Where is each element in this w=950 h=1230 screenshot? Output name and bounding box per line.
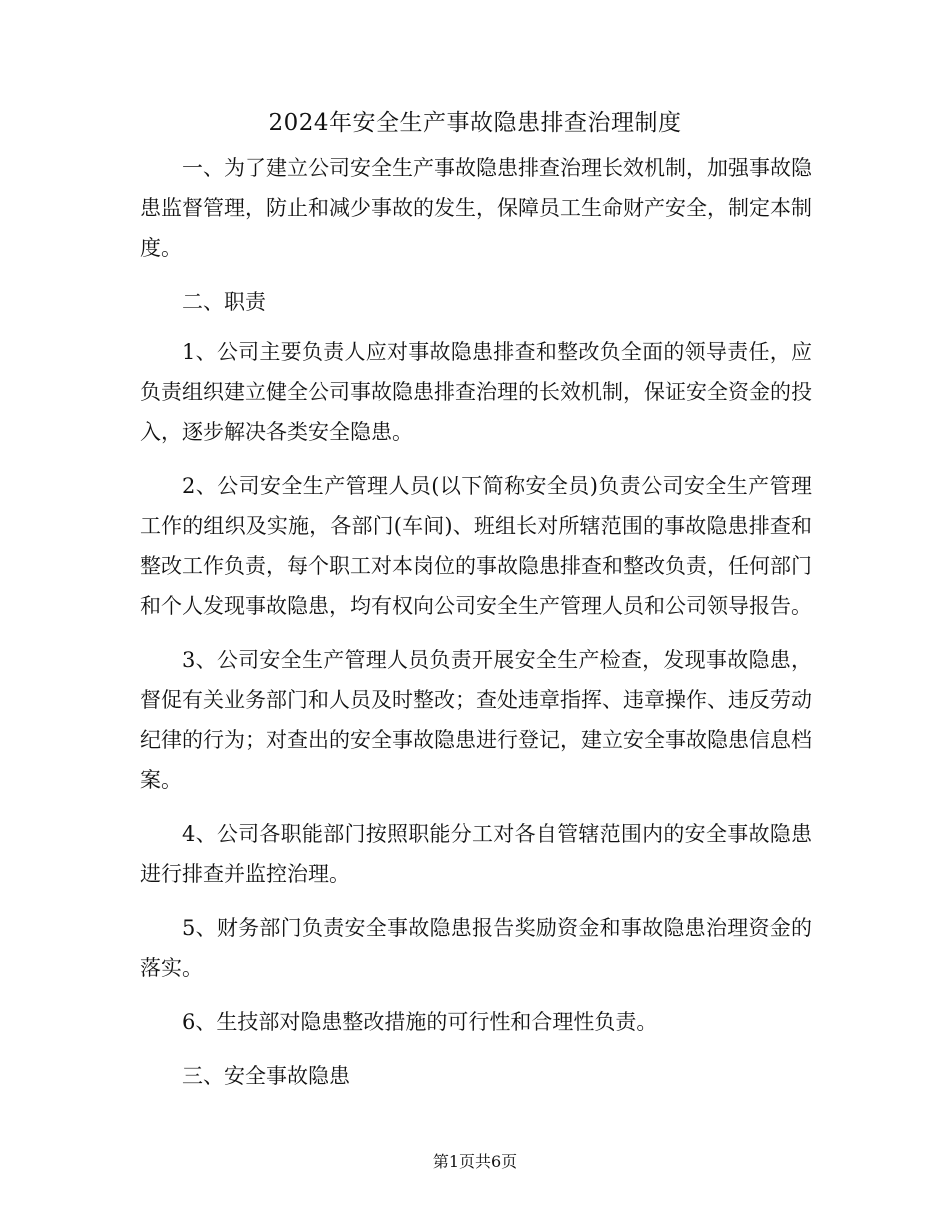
paragraph-item-6: 6、生技部对隐患整改措施的可行性和合理性负责。 (182, 1010, 658, 1034)
paragraph-purpose: 一、为了建立公司安全生产事故隐患排查治理长效机制，加强事故隐患监督管理，防止和减少事故的发生，保障员工生命财产安全，制定本制度。 (140, 156, 812, 260)
paragraph-item-5: 5、财务部门负责安全事故隐患报告奖励资金和事故隐患治理资金的落实。 (140, 916, 812, 980)
document-body (140, 148, 812, 1106)
paragraph-item-1: 1、公司主要负责人应对事故隐患排查和整改负全面的领导责任，应负责组织建立健全公司事故隐患排查治理的长效机制，保证安全资金的投入，逐步解决各类安全隐患。 (140, 340, 812, 444)
paragraph-item-2: 2、公司安全生产管理人员(以下简称安全员)负责公司安全生产管理工作的组织及实施，各部门(车间)、班组长对所辖范围的事故隐患排查和整改工作负责，每个职工对本岗位的事故隐患排查和整改负责，任何部门和个人发现事故隐患，均有权向公司安全生产管理人员和公司领导报告。 (140, 474, 812, 618)
paragraph-item-3: 3、公司安全生产管理人员负责开展安全生产检查，发现事故隐患，督促有关业务部门和人员及时整改；查处违章指挥、违章操作、违反劳动纪律的行为；对查出的安全事故隐患进行登记，建立安全事故隐患信息档案。 (140, 648, 812, 792)
section-heading-responsibilities: 二、职责 (182, 290, 266, 314)
paragraph-item-4: 4、公司各职能部门按照职能分工对各自管辖范围内的安全事故隐患进行排查并监控治理。 (140, 822, 812, 886)
document-title: 2024年安全生产事故隐患排查治理制度 (268, 110, 682, 136)
section-heading-hazards: 三、安全事故隐患 (182, 1064, 350, 1088)
page-number-footer: 第1页共6页 (432, 1152, 518, 1171)
